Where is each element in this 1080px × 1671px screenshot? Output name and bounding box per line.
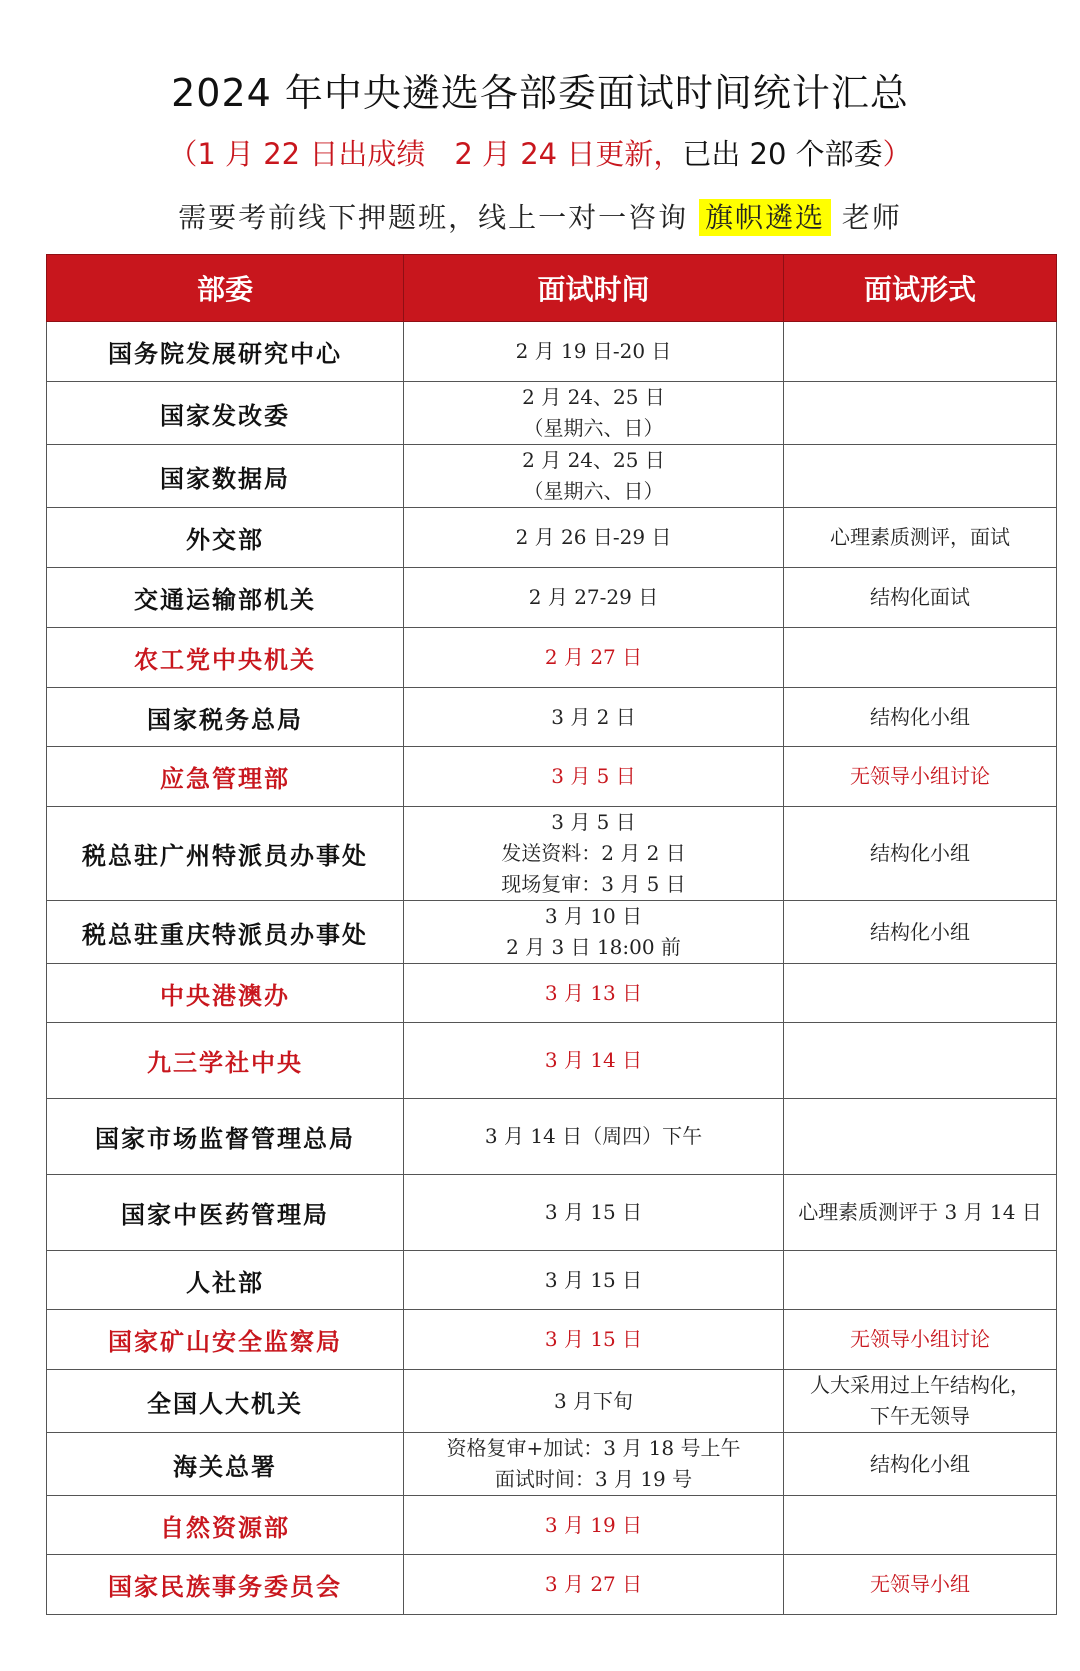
cell-time [404,807,784,901]
cell-dept: 人社部 [47,1251,404,1310]
cell-form-line: 心理素质测评于 3 月 14 日 [798,1200,1042,1224]
cell-form [784,1370,1057,1433]
cell-dept: 九三学社中央 [47,1023,404,1099]
subtitle-main: （1 月 22 日出成绩 2 月 24 日更新， [168,137,683,171]
table-row [47,901,1057,964]
cell-time-line: 3 月 14 日（周四）下午 [484,1124,703,1148]
cell-form-line: 下午无领导 [870,1404,970,1428]
schedule-table-wrapper [46,254,1056,1615]
cell-form [784,628,1057,688]
cell-dept: 国务院发展研究中心 [47,322,404,382]
cell-form [784,1433,1057,1496]
cell-dept: 税总驻重庆特派员办事处 [47,901,404,964]
cell-time-line: 2 月 27-29 日 [528,585,659,609]
cell-time-line: 3 月 10 日 [544,904,643,928]
promo-highlight: 旗帜遴选 [699,199,831,236]
promo-suffix: 老师 [841,201,902,234]
cell-dept: 中央港澳办 [47,964,404,1023]
cell-dept: 自然资源部 [47,1496,404,1555]
cell-form-line: 结构化小组 [870,704,970,729]
cell-form-line: 无领导小组讨论 [850,764,990,788]
cell-time-line: 2 月 24、25 日 [522,448,665,472]
cell-dept: 国家数据局 [47,445,404,508]
cell-form-line: 结构化小组 [870,919,970,944]
header-time: 面试时间 [404,255,784,322]
cell-time-line: 3 月 14 日 [544,1048,643,1072]
cell-time-line: 3 月下旬 [553,1388,634,1413]
cell-form [784,1099,1057,1175]
cell-time-line: 3 月 15 日 [544,1327,643,1351]
table-row [47,1433,1057,1496]
cell-form [784,1023,1057,1099]
table-row [47,964,1057,1023]
page-title: 2024 年中央遴选各部委面试时间统计汇总 [171,71,909,115]
table-row [47,508,1057,568]
subtitle-count-note: 已出 20 个部委 [682,137,883,171]
cell-form [784,747,1057,807]
cell-time [404,747,784,807]
cell-time [404,1370,784,1433]
cell-time-line: 2 月 27 日 [544,645,643,669]
cell-form [784,568,1057,628]
schedule-table [46,254,1057,1615]
cell-time [404,1175,784,1251]
table-row [47,807,1057,901]
cell-time-line: 3 月 5 日 [551,810,636,834]
cell-time-line: 3 月 5 日 [551,764,636,788]
cell-time-line: 现场复审：3 月 5 日 [501,872,686,896]
table-row [47,382,1057,445]
subtitle-close: ） [882,137,912,171]
cell-dept: 税总驻广州特派员办事处 [47,807,404,901]
cell-dept: 国家市场监督管理总局 [47,1099,404,1175]
cell-time-line: 2 月 3 日 18:00 前 [506,935,681,959]
cell-time-line: 面试时间：3 月 19 号 [494,1467,693,1491]
cell-form-line: 无领导小组讨论 [850,1327,990,1351]
table-row [47,445,1057,508]
cell-dept: 国家税务总局 [47,688,404,747]
cell-form [784,688,1057,747]
cell-form-line: 结构化小组 [870,1451,970,1476]
table-row [47,1555,1057,1615]
cell-time-line: 3 月 15 日 [544,1267,643,1292]
promo-line [0,196,1080,236]
cell-form-line: 结构化小组 [870,841,970,865]
cell-form [784,508,1057,568]
cell-dept: 国家矿山安全监察局 [47,1310,404,1370]
promo-text: 需要考前线下押题班，线上一对一咨询 [178,201,689,234]
cell-dept: 全国人大机关 [47,1370,404,1433]
cell-form [784,807,1057,901]
cell-dept: 应急管理部 [47,747,404,807]
cell-time-line: （星期六、日） [523,416,664,440]
cell-dept: 外交部 [47,508,404,568]
header-form: 面试形式 [784,255,1057,322]
cell-time-line: 资格复审+加试：3 月 18 号上午 [446,1436,741,1460]
cell-time [404,445,784,508]
cell-time-line: （星期六、日） [523,479,664,503]
cell-time [404,1251,784,1310]
cell-form [784,382,1057,445]
cell-time [404,1023,784,1099]
cell-form [784,901,1057,964]
cell-time [404,1555,784,1615]
table-row [47,1310,1057,1370]
cell-time [404,688,784,747]
table-row [47,688,1057,747]
cell-time [404,628,784,688]
table-row [47,628,1057,688]
cell-time-line: 3 月 13 日 [544,980,643,1005]
cell-form [784,1310,1057,1370]
subtitle [0,132,1080,173]
table-header-row [47,255,1057,322]
cell-dept: 农工党中央机关 [47,628,404,688]
table-row [47,1099,1057,1175]
cell-form-line: 结构化面试 [870,585,970,609]
cell-time [404,1310,784,1370]
cell-time [404,508,784,568]
table-row [47,1251,1057,1310]
cell-time [404,1496,784,1555]
cell-form [784,1496,1057,1555]
cell-time-line: 2 月 24、25 日 [522,385,665,409]
cell-form [784,322,1057,382]
cell-form [784,964,1057,1023]
cell-time [404,964,784,1023]
cell-time-line: 3 月 15 日 [544,1200,643,1224]
cell-time-line: 3 月 27 日 [544,1572,643,1596]
cell-time [404,1433,784,1496]
cell-time [404,322,784,382]
cell-form [784,1555,1057,1615]
table-row [47,1023,1057,1099]
cell-time [404,568,784,628]
table-row [47,568,1057,628]
cell-form [784,1251,1057,1310]
cell-dept: 国家民族事务委员会 [47,1555,404,1615]
cell-time-line: 发送资料：2 月 2 日 [501,841,686,865]
cell-time-line: 2 月 19 日-20 日 [515,339,672,363]
cell-form-line: 人大采用过上午结构化， [810,1373,1030,1397]
cell-form-line: 无领导小组 [870,1572,970,1596]
table-row [47,1496,1057,1555]
table-row [47,1175,1057,1251]
cell-form-line: 心理素质测评，面试 [830,525,1010,549]
cell-time [404,901,784,964]
cell-form [784,445,1057,508]
cell-time [404,1099,784,1175]
cell-dept: 国家发改委 [47,382,404,445]
cell-time-line: 2 月 26 日-29 日 [515,525,672,549]
cell-dept: 海关总署 [47,1433,404,1496]
cell-dept: 交通运输部机关 [47,568,404,628]
header-dept: 部委 [47,255,404,322]
cell-time-line: 3 月 19 日 [544,1512,643,1537]
table-row [47,747,1057,807]
cell-time-line: 3 月 2 日 [551,704,636,729]
cell-form [784,1175,1057,1251]
cell-dept: 国家中医药管理局 [47,1175,404,1251]
cell-time [404,382,784,445]
table-row [47,322,1057,382]
table-row [47,1370,1057,1433]
table-body [47,322,1057,1615]
